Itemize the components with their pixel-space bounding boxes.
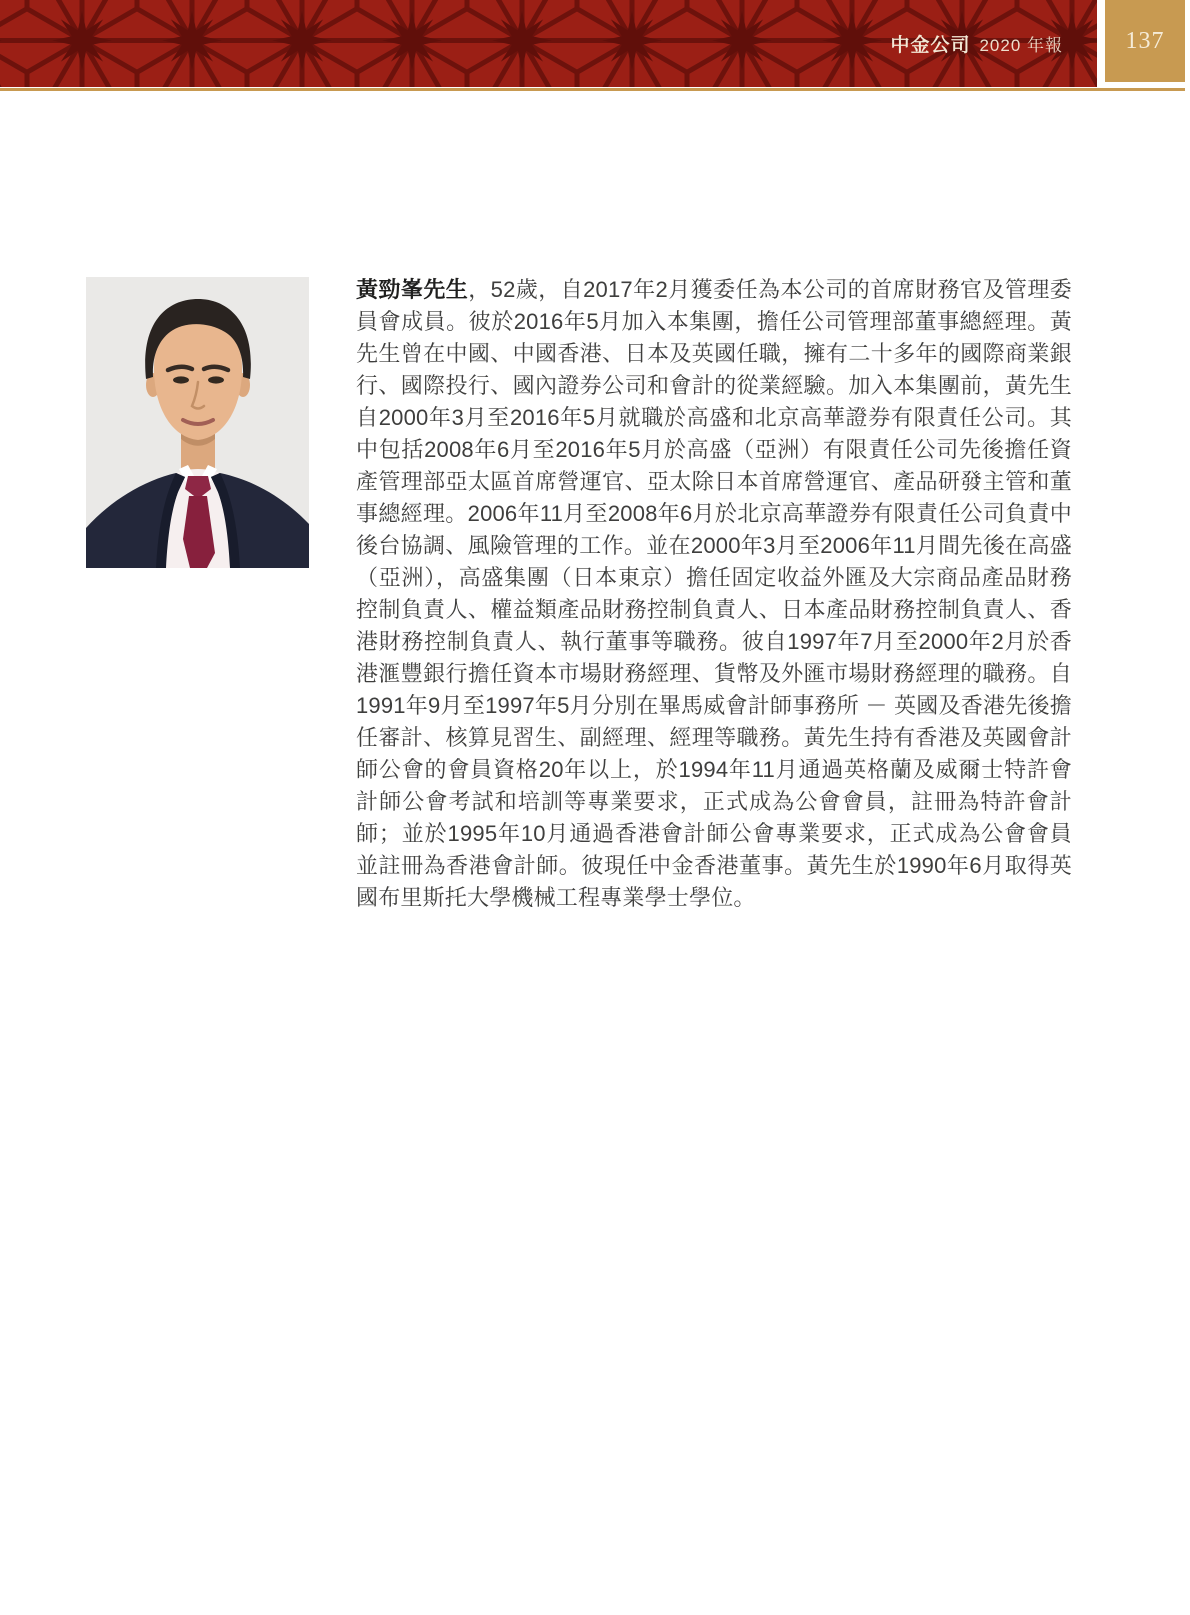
person-name: 黃勁峯先生: [356, 277, 469, 302]
company-name: 中金公司: [890, 35, 971, 56]
page-number: 137: [1125, 27, 1165, 54]
bio-text: ，52歲，自2017年2月獲委任為本公司的首席財務官及管理委員會成員。彼於2016年5月加入本集團，擔任公司管理部董事總經理。黃先生曾在中國、中國香港、日本及英國任職，擁有二十多年的國際商業銀行、國際投行、國內證券公司和會計的從業經驗。加入本集團前，黃先生自2000年3月至2016年5月就職於高盛和北京高華證券有限責任公司。其中包括2008年6月至2016年5月於高盛（亞洲）有限責任公司先後擔任資產管理部亞太區首席營運官、亞太除日本首席營運官、產品研發主管和董事總經理。2006年11月至2008年6月於北京高華證券有限責任公司負責中後台協調、風險管理的工作。並在2000年3月至2006年11月間先後在高盛（亞洲），高盛集團（日本東京）擔任固定收益外匯及大宗商品產品財務控制負責人、權益類產品財務控制負責人、日本產品財務控制負責人、香港財務控制負責人、執行董事等職務。彼自1997年7月至2000年2月於香港滙豐銀行擔任資本市場財務經理、貨幣及外匯市場財務經理的職務。自1991年9月至1997年5月分別在畢馬威會計師事務所 － 英國及香港先後擔任審計、核算見習生、副經理、經理等職務。黃先生持有香港及英國會計師公會的會員資格20年以上，於1994年11月通過英格蘭及威爾士特許會計師公會考試和培訓等專業要求，正式成為公會會員，註冊為特許會計師；並於1995年10月通過香港會計師公會專業要求，正式成為公會會員並註冊為香港會計師。彼現任中金香港董事。黃先生於1990年6月取得英國布里斯托大學機械工程專業學士學位。: [356, 277, 1072, 910]
portrait-illustration: [86, 277, 309, 568]
gold-divider: [0, 88, 1185, 91]
page-number-box: [1105, 0, 1185, 82]
portrait-photo: [86, 277, 309, 568]
header-banner: [0, 0, 1097, 87]
bio-paragraph: [356, 274, 1072, 914]
report-title: [890, 0, 1063, 87]
report-edition: 2020 年報: [979, 36, 1063, 55]
